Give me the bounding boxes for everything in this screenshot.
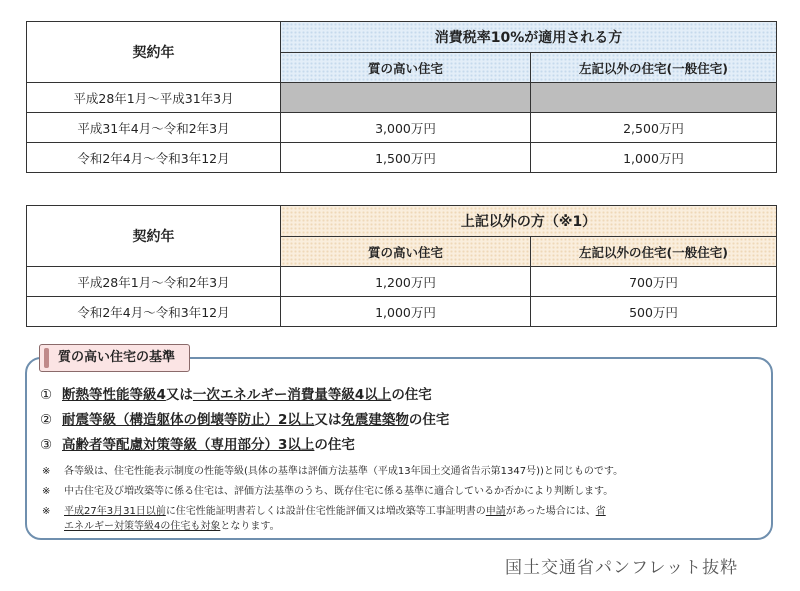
criterion-1 (40, 383, 432, 403)
table-tax-10-percent (26, 21, 777, 173)
row-quality-value: 1,500万円 (281, 143, 531, 173)
criterion-text: 高齢者等配慮対策等級（専用部分）3以上 (62, 437, 315, 453)
title-tab-decoration (44, 348, 49, 368)
criterion-suffix: の住宅 (314, 437, 355, 453)
note-text: エネルギー対策等級4の住宅も対象 (64, 521, 221, 532)
table-row (27, 113, 777, 143)
table-row (27, 143, 777, 173)
criterion-number: ③ (40, 437, 53, 453)
note-mark: ※ (42, 466, 51, 477)
header-general-housing: 左記以外の住宅(一般住宅) (531, 237, 777, 267)
criterion-text: 断熱等性能等級4 (62, 387, 166, 403)
criterion-number: ① (40, 387, 53, 403)
note-text: 平成27年3月31日以前 (64, 506, 166, 517)
row-quality-value: 1,000万円 (281, 297, 531, 327)
note-2 (42, 482, 613, 497)
table-row (27, 297, 777, 327)
row-period: 令和2年4月～令和3年12月 (27, 143, 281, 173)
quality-criteria-title (39, 344, 190, 372)
table-row (27, 267, 777, 297)
row-general-value-empty (531, 83, 777, 113)
row-general-value: 700万円 (531, 267, 777, 297)
row-period: 令和2年4月～令和3年12月 (27, 297, 281, 327)
row-quality-value-empty (281, 83, 531, 113)
header-quality-housing: 質の高い住宅 (281, 237, 531, 267)
header-tax-applied: 消費税率10%が適用される方 (281, 22, 777, 53)
criterion-text: 免震建築物 (341, 412, 409, 428)
row-general-value: 1,000万円 (531, 143, 777, 173)
note-text: に住宅性能証明書若しくは設計住宅性能評価又は増改築等工事証明書の (165, 506, 486, 517)
table-other-buyers (26, 205, 777, 327)
note-mark: ※ (42, 506, 51, 517)
criterion-3 (40, 433, 355, 453)
header-contract-year: 契約年 (27, 206, 281, 267)
note-text: 省 (595, 506, 606, 517)
header-other-buyers: 上記以外の方（※1） (281, 206, 777, 237)
header-quality-housing: 質の高い住宅 (281, 53, 531, 83)
note-text: となります。 (220, 521, 280, 532)
criterion-conjunction: 又は (314, 412, 342, 428)
criterion-text: 一次エネルギー消費量等級4以上 (192, 387, 392, 403)
quality-criteria-title-text: 質の高い住宅の基準 (58, 350, 176, 365)
criterion-suffix: の住宅 (391, 387, 432, 403)
note-text: 各等級は、住宅性能表示制度の性能等級(具体の基準は評価方法基準（平成13年国土交通省告示第1347号))と同じものです。 (64, 466, 624, 477)
header-contract-year: 契約年 (27, 22, 281, 83)
note-text: 中古住宅及び増改築等に係る住宅は、評価方法基準のうち、既存住宅に係る基準に適合しているか否かにより判断します。 (64, 486, 614, 497)
row-quality-value: 3,000万円 (281, 113, 531, 143)
criterion-text: 耐震等級（構造躯体の倒壊等防止）2以上 (62, 412, 315, 428)
note-3-line-2 (64, 517, 280, 532)
row-general-value: 2,500万円 (531, 113, 777, 143)
row-quality-value: 1,200万円 (281, 267, 531, 297)
criterion-conjunction: 又は (165, 387, 193, 403)
source-caption: 国土交通省パンフレット抜粋 (505, 558, 739, 578)
row-period: 平成28年1月～令和2年3月 (27, 267, 281, 297)
note-text: 申請 (485, 506, 506, 517)
note-3-line-1 (42, 502, 606, 517)
row-general-value: 500万円 (531, 297, 777, 327)
criterion-suffix: の住宅 (408, 412, 450, 428)
criterion-number: ② (40, 412, 53, 428)
header-general-housing: 左記以外の住宅(一般住宅) (531, 53, 777, 83)
table-row (27, 83, 777, 113)
note-1 (42, 462, 623, 477)
note-text: があった場合には、 (505, 506, 596, 517)
criterion-2 (40, 408, 449, 428)
note-mark: ※ (42, 486, 51, 497)
row-period: 平成28年1月～平成31年3月 (27, 83, 281, 113)
row-period: 平成31年4月～令和2年3月 (27, 113, 281, 143)
